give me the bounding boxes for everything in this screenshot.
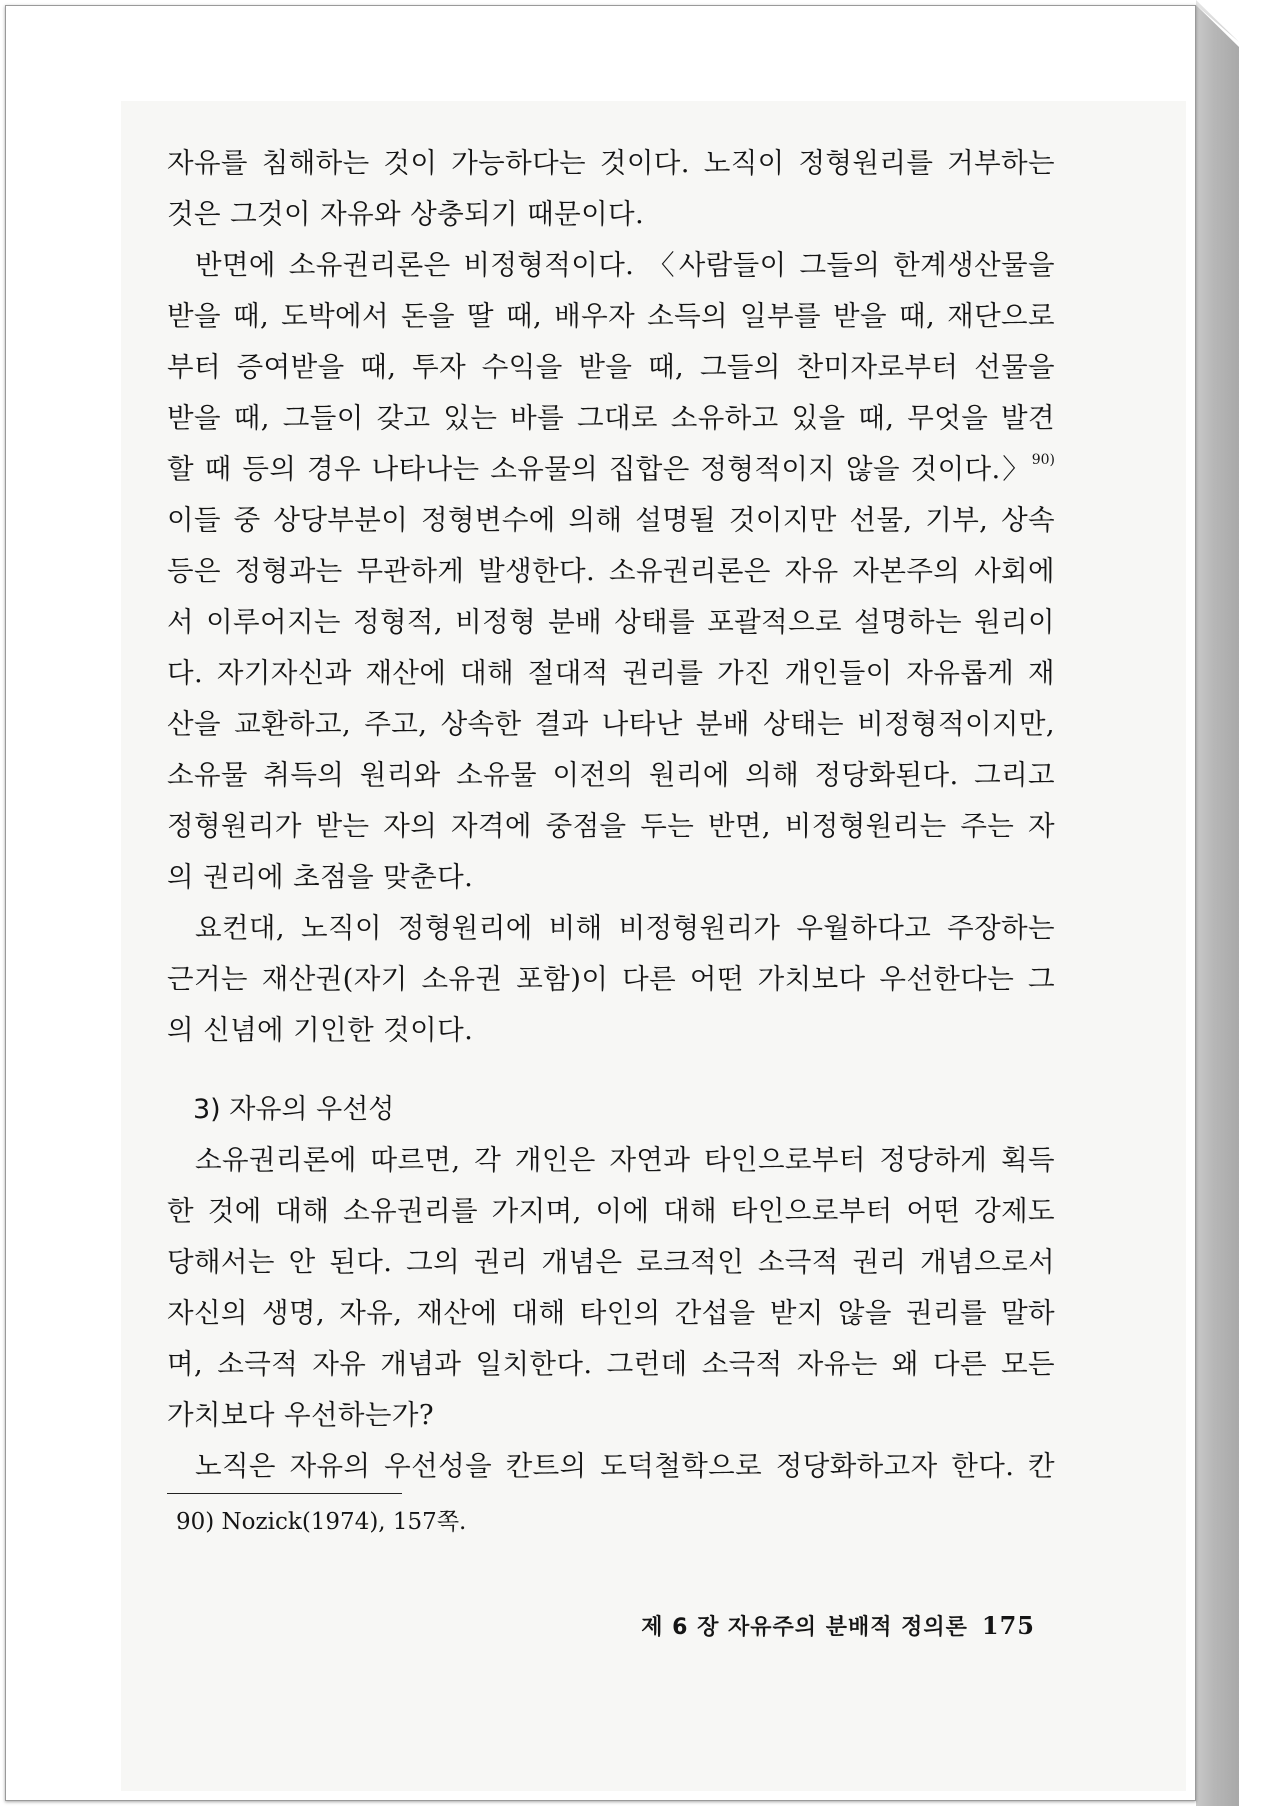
- paragraph-5: [167, 1441, 1055, 1492]
- text-line: 정형원리가 받는 자의 자격에 중점을 두는 반면, 비정형원리는 주는 자: [167, 810, 1055, 842]
- text-line: 당해서는 안 된다. 그의 권리 개념은 로크적인 소극적 권리 개념으로서: [167, 1246, 1055, 1278]
- footnote: 90) Nozick(1974), 157쪽.: [176, 1509, 467, 1535]
- text-line: 받을 때, 도박에서 돈을 딸 때, 배우자 소득의 일부를 받을 때, 재단으로: [167, 300, 1055, 332]
- section-heading: 3) 자유의 우선성: [193, 1094, 395, 1125]
- paragraph-2: [167, 240, 1055, 903]
- text-line: 소유물 취득의 원리와 소유물 이전의 원리에 의해 정당화된다. 그리고: [167, 759, 1055, 791]
- running-footer: [641, 1610, 1035, 1644]
- paragraph-1: [167, 138, 1055, 240]
- text-line-with-footnote: [167, 444, 1055, 495]
- text-line: 부터 증여받을 때, 투자 수익을 받을 때, 그들의 찬미자로부터 선물을: [167, 351, 1055, 383]
- text-line: 이들 중 상당부분이 정형변수에 의해 설명될 것이지만 선물, 기부, 상속: [167, 504, 1055, 536]
- page-edge: [1196, 5, 1239, 1806]
- text-line: 며, 소극적 자유 개념과 일치한다. 그런데 소극적 자유는 왜 다른 모든: [167, 1348, 1055, 1380]
- text-line: 노직은 자유의 우선성을 칸트의 도덕철학으로 정당화하고자 한다. 칸: [195, 1450, 1055, 1482]
- text-line: 다. 자기자신과 재산에 대해 절대적 권리를 가진 개인들이 자유롭게 재: [167, 657, 1055, 689]
- footnote-marker: 90): [1031, 452, 1055, 468]
- text-line: 가치보다 우선하는가?: [167, 1399, 434, 1431]
- text-line: 자신의 생명, 자유, 재산에 대해 타인의 간섭을 받지 않을 권리를 말하: [167, 1297, 1055, 1329]
- chapter-title: 제 6 장 자유주의 분배적 정의론: [641, 1615, 968, 1640]
- text-line: 의 신념에 기인한 것이다.: [167, 1014, 474, 1046]
- text-line: 등은 정형과는 무관하게 발생한다. 소유권리론은 자유 자본주의 사회에: [167, 555, 1055, 587]
- text-line: 산을 교환하고, 주고, 상속한 결과 나타난 분배 상태는 비정형적이지만,: [167, 708, 1055, 740]
- text-line: 서 이루어지는 정형적, 비정형 분배 상태를 포괄적으로 설명하는 원리이: [167, 606, 1055, 638]
- text-line: 한 것에 대해 소유권리를 가지며, 이에 대해 타인으로부터 어떤 강제도: [167, 1195, 1055, 1227]
- text-line: 소유권리론에 따르면, 각 개인은 자연과 타인으로부터 정당하게 획득: [195, 1144, 1055, 1176]
- page-number: 175: [981, 1611, 1035, 1640]
- text-line: 반면에 소유권리론은 비정형적이다. 〈사람들이 그들의 한계생산물을: [195, 249, 1055, 281]
- text-line: 자유를 침해하는 것이 가능하다는 것이다. 노직이 정형원리를 거부하는: [167, 147, 1055, 179]
- text-line: 근거는 재산권(자기 소유권 포함)이 다른 어떤 가치보다 우선한다는 그: [167, 963, 1055, 995]
- paragraph-4: [167, 1135, 1055, 1441]
- text-line-content: 할 때 등의 경우 나타나는 소유물의 집합은 정형적이지 않을 것이다.〉: [167, 453, 1032, 485]
- text-line: 요컨대, 노직이 정형원리에 비해 비정형원리가 우월하다고 주장하는: [195, 912, 1055, 944]
- body-text-block-2: [167, 1135, 1055, 1492]
- paragraph-3: [167, 903, 1055, 1056]
- text-line: 것은 그것이 자유와 상충되기 때문이다.: [167, 198, 645, 230]
- text-line: 의 권리에 초점을 맞춘다.: [167, 861, 474, 893]
- footnote-divider: [167, 1493, 402, 1494]
- body-text-block-1: [167, 138, 1055, 1056]
- text-line: 받을 때, 그들이 갖고 있는 바를 그대로 소유하고 있을 때, 무엇을 발견: [167, 402, 1055, 434]
